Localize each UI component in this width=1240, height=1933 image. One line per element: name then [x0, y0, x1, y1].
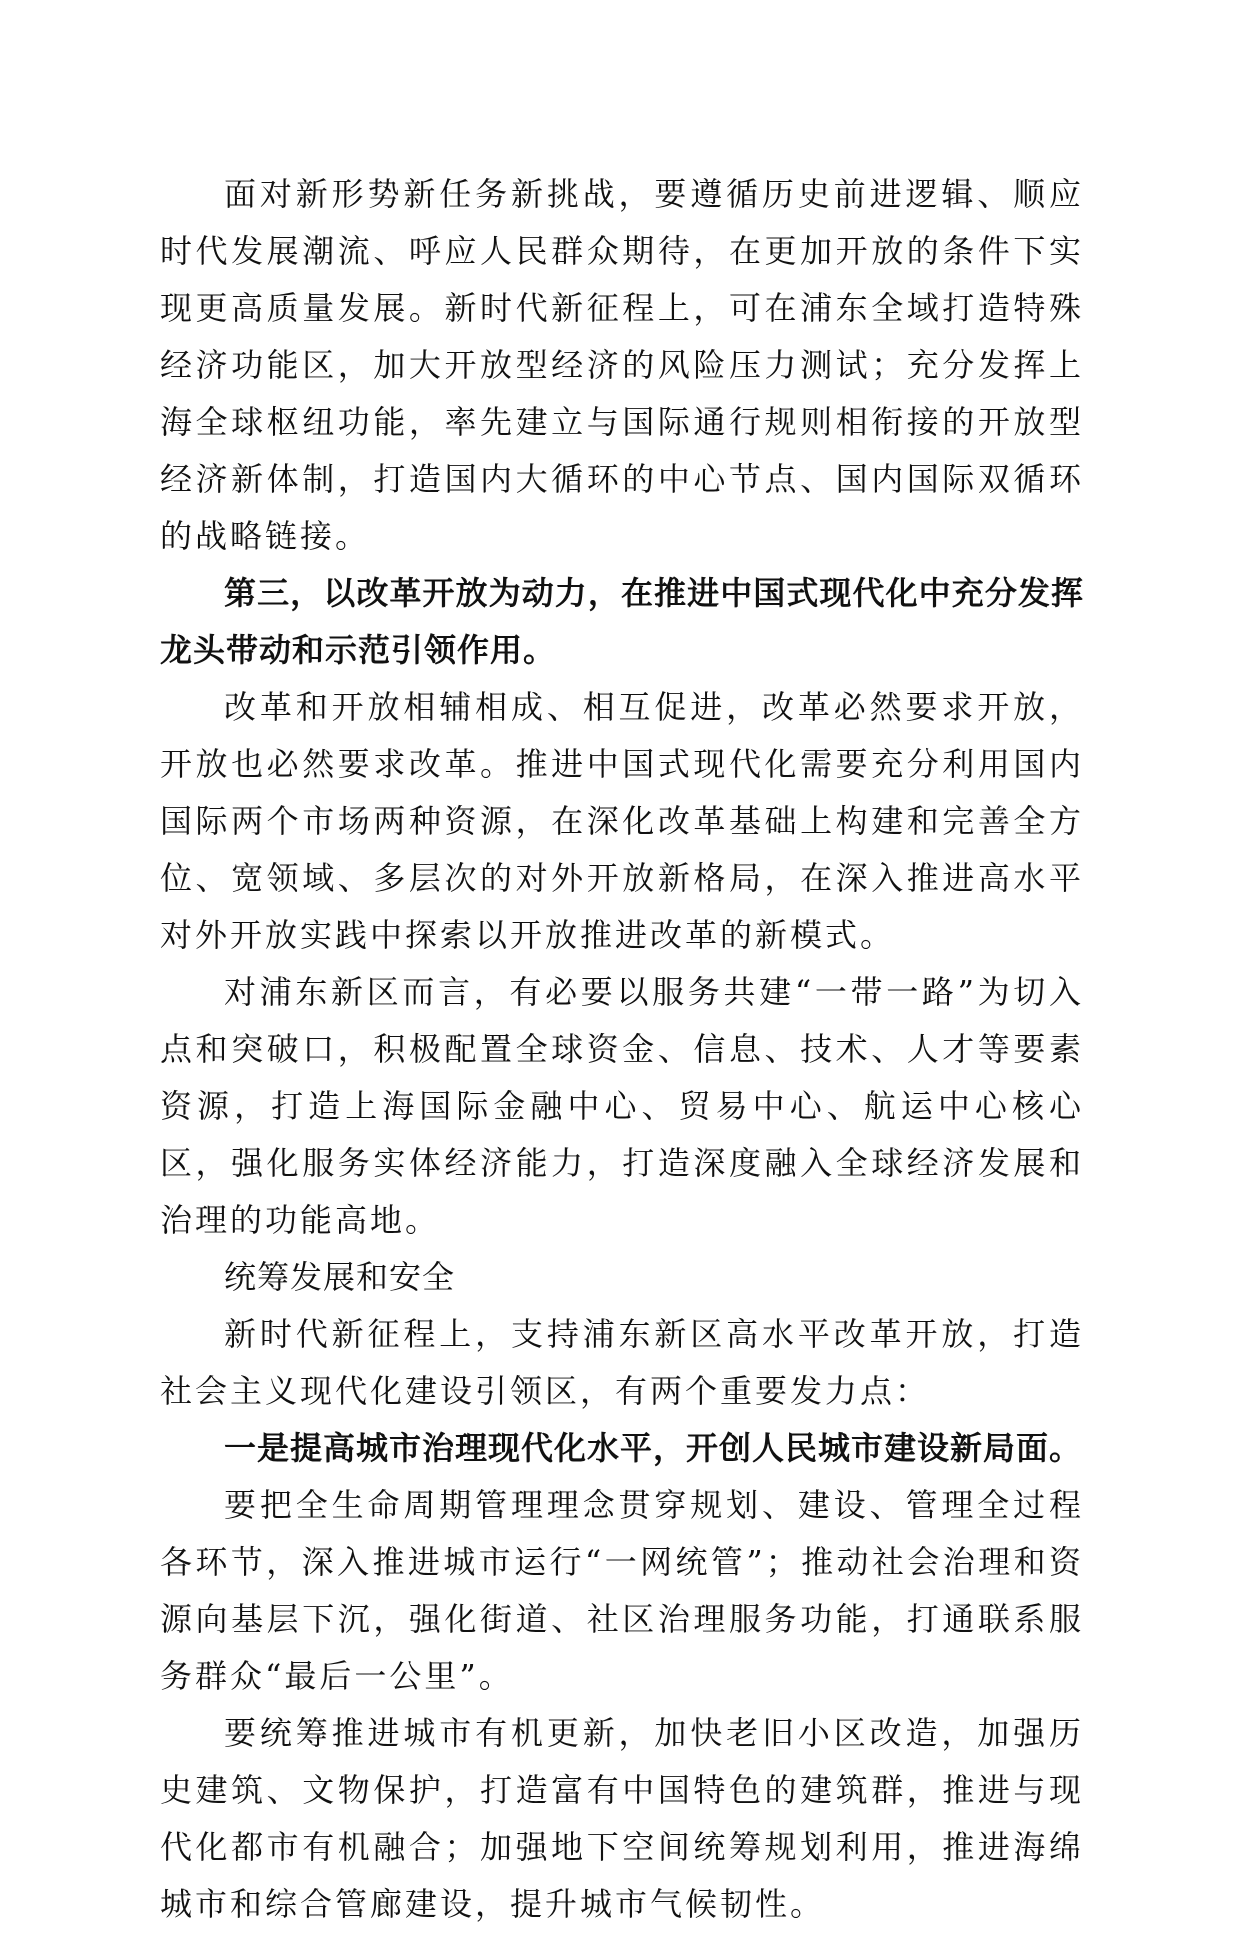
heading-third-reform-opening: 第三，以改革开放为动力，在推进中国式现代化中充分发挥龙头带动和示范引领作用。: [160, 574, 1084, 669]
paragraph-reform-and-opening: 改革和开放相辅相成、相互促进，改革必然要求开放，开放也必然要求改革。推进中国式现代化需要充分利用国内国际两个市场两种资源，在深化改革基础上构建和完善全方位、宽领域、多层次的对外开放新格局，在深入推进高水平对外开放实践中探索以开放推进改革的新模式。: [160, 688, 1084, 954]
paragraph-urban-renewal: 要统筹推进城市有机更新，加快老旧小区改造，加强历史建筑、文物保护，打造富有中国特色的建筑群，推进与现代化都市有机融合；加强地下空间统筹规划利用，推进海绵城市和综合管廊建设，提升城市气候韧性。: [160, 1714, 1084, 1923]
paragraph-two-focus-points: 新时代新征程上，支持浦东新区高水平改革开放，打造社会主义现代化建设引领区，有两个重要发力点：: [160, 1315, 1084, 1410]
subheading-development-security: 统筹发展和安全: [224, 1258, 456, 1296]
heading-urban-governance: 一是提高城市治理现代化水平，开创人民城市建设新局面。: [224, 1429, 1083, 1467]
paragraph-belt-and-road: 对浦东新区而言，有必要以服务共建“一带一路”为切入点和突破口，积极配置全球资金、信息、技术、人才等要素资源，打造上海国际金融中心、贸易中心、航运中心核心区，强化服务实体经济能力，打造深度融入全球经济发展和治理的功能高地。: [160, 973, 1084, 1239]
document-page: [160, 166, 1084, 1933]
paragraph-open-economy: 面对新形势新任务新挑战，要遵循历史前进逻辑、顺应时代发展潮流、呼应人民群众期待，在更加开放的条件下实现更高质量发展。新时代新征程上，可在浦东全域打造特殊经济功能区，加大开放型经济的风险压力测试；充分发挥上海全球枢纽功能，率先建立与国际通行规则相衔接的开放型经济新体制，打造国内大循环的中心节点、国内国际双循环的战略链接。: [160, 175, 1084, 555]
paragraph-lifecycle-management: 要把全生命周期管理理念贯穿规划、建设、管理全过程各环节，深入推进城市运行“一网统管”；推动社会治理和资源向基层下沉，强化街道、社区治理服务功能，打通联系服务群众“最后一公里”。: [160, 1486, 1084, 1695]
